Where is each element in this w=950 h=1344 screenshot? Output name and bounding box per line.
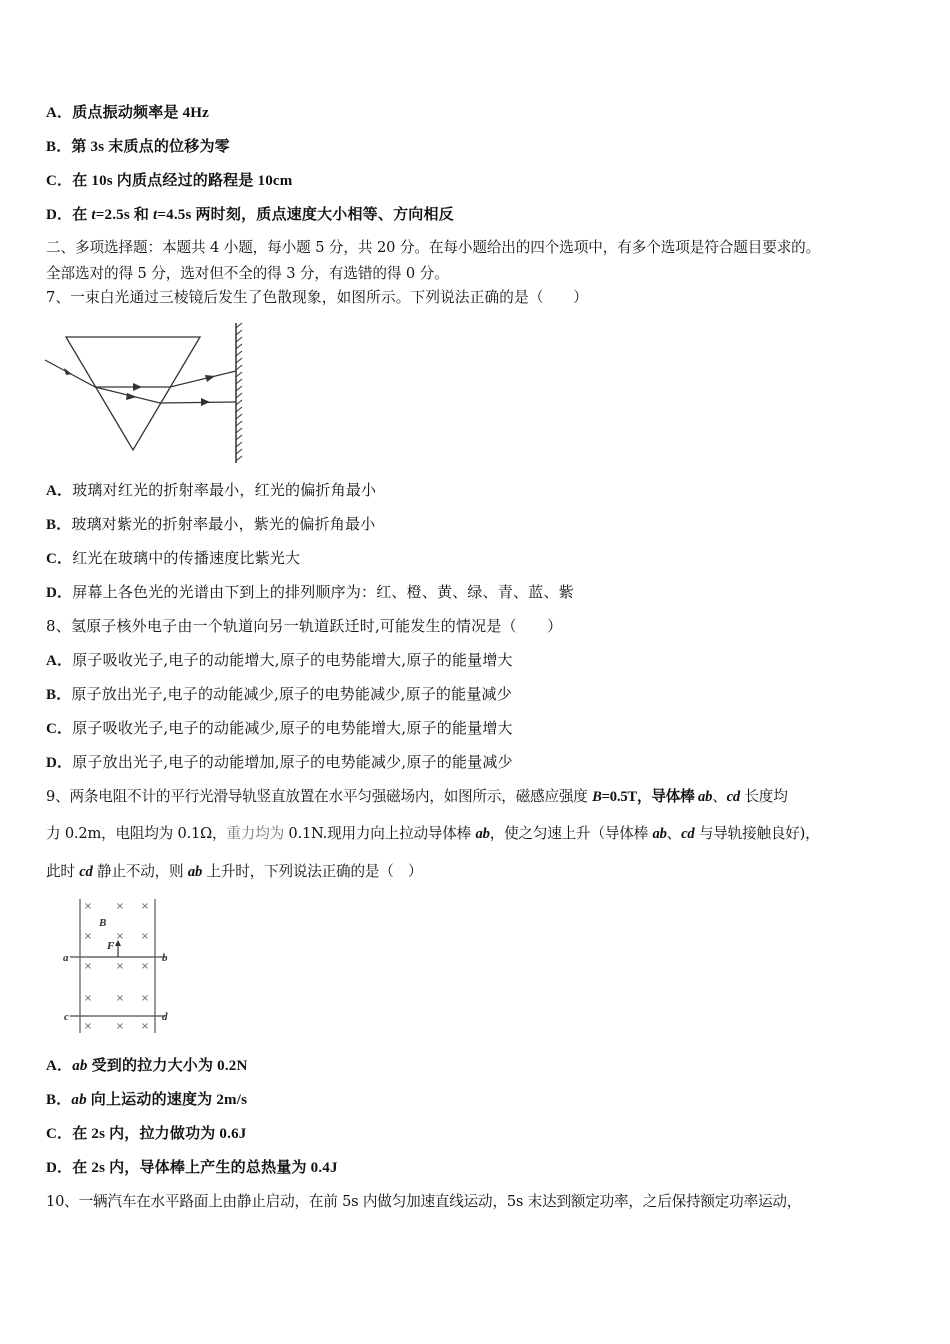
stem-text: 此时	[46, 863, 80, 880]
option-letter: D．	[46, 207, 73, 223]
option-letter: D．	[46, 585, 73, 601]
magnetic-field-cross-icons	[84, 901, 149, 1032]
svg-text:×: ×	[140, 901, 150, 912]
option-text: 第 3s 末质点的位移为零	[71, 139, 230, 155]
q9-stem-line2	[46, 824, 820, 844]
q9-option-c	[46, 1123, 246, 1144]
option-letter: A．	[46, 105, 73, 121]
svg-text:×: ×	[83, 931, 93, 942]
variable-ab: ab	[475, 826, 490, 842]
option-text: 受到的拉力大小为 0.2N	[87, 1058, 248, 1074]
svg-text:×: ×	[115, 901, 125, 912]
svg-text:×: ×	[115, 961, 125, 972]
option-text: 屏幕上各色光的光谱由下到上的排列顺序为：红、橙、黄、绿、青、蓝、紫	[72, 583, 574, 601]
label-B: B	[99, 917, 107, 929]
option-text: =4.5s 两时刻，质点速度大小相等、方向相反	[157, 207, 454, 223]
svg-text:×: ×	[83, 993, 93, 1004]
option-text: 在 10s 内质点经过的路程是 10cm	[72, 173, 293, 189]
option-text: 原子放出光子,电子的动能增加,原子的电势能减少,原子的能量减少	[72, 753, 513, 771]
q9-option-d	[46, 1157, 338, 1178]
variable-ab: ab	[72, 1058, 88, 1074]
label-d: d	[162, 1011, 168, 1023]
option-letter: C．	[46, 551, 73, 567]
q7-option-a	[46, 480, 376, 501]
stem-text: 9、两条电阻不计的平行光滑导轨竖直放置在水平匀强磁场内，如图所示，磁感应强度	[46, 788, 593, 805]
svg-text:×: ×	[83, 901, 93, 912]
option-letter: C．	[46, 173, 73, 189]
q10-stem: 10、一辆汽车在水平路面上由静止启动，在前 5s 内做匀加速直线运动，5s 末达到额定功率，之后保持额定功率运动，	[46, 1193, 802, 1210]
option-text: 在 2s 内，导体棒上产生的总热量为 0.4J	[72, 1160, 338, 1176]
option-letter: B．	[46, 139, 72, 155]
option-text: 在 2s 内，拉力做功为 0.6J	[72, 1126, 247, 1142]
stem-text: 静止不动，则	[92, 863, 188, 880]
variable-ab: ab	[652, 826, 667, 842]
variable-t: t	[91, 207, 96, 223]
stem-text: 、	[712, 788, 727, 805]
label-a: a	[63, 952, 69, 964]
stem-text: 长度均	[739, 788, 788, 805]
variable-B: B	[592, 789, 602, 805]
section-header-line2: 全部选对的得 5 分，选对但不全的得 3 分，有选错的得 0 分。	[46, 265, 449, 282]
stem-text: 上升时，下列说法正确的是（ ）	[202, 863, 423, 880]
label-c: c	[64, 1011, 69, 1023]
svg-text:×: ×	[140, 961, 150, 972]
option-letter: B．	[46, 517, 72, 533]
option-letter: C．	[46, 1126, 73, 1142]
variable-cd: cd	[79, 864, 93, 880]
svg-text:×: ×	[83, 1021, 93, 1032]
option-text: 原子吸收光子,电子的动能增大,原子的电势能增大,原子的能量增大	[72, 651, 513, 669]
stem-text: 力 0.2m，电阻均为 0.1Ω，	[46, 825, 227, 842]
option-letter: A．	[46, 1058, 73, 1074]
stem-text: =0.5T，导体棒	[601, 789, 698, 805]
option-text: 玻璃对红光的折射率最小，红光的偏折角最小	[72, 481, 377, 499]
svg-text:×: ×	[115, 1021, 125, 1032]
stem-text: ，使之匀速上升（导体棒	[489, 825, 653, 842]
prism-dispersion-diagram	[40, 318, 260, 468]
q8-stem: 8、氢原子核外电子由一个轨道向另一轨道跃迁时,可能发生的情况是（ ）	[46, 617, 563, 635]
q6-option-c	[46, 170, 292, 191]
option-text: 原子吸收光子,电子的动能减少,原子的电势能增大,原子的能量增大	[72, 719, 513, 737]
option-letter: D．	[46, 755, 73, 771]
conducting-rails-magnetic-field-diagram	[55, 895, 185, 1035]
variable-ab: ab	[697, 789, 713, 805]
q7-option-d	[46, 582, 574, 603]
q9-option-a	[46, 1055, 248, 1076]
variable-ab: ab	[71, 1092, 87, 1108]
option-text: 向上运动的速度为 2m/s	[86, 1092, 248, 1108]
variable-cd: cd	[681, 826, 695, 842]
q9-option-b	[46, 1089, 247, 1110]
variable-t: t	[153, 207, 158, 223]
q7-stem: 7、一束白光通过三棱镜后发生了色散现象，如图所示。下列说法正确的是（ ）	[46, 289, 589, 306]
label-b: b	[162, 952, 168, 964]
q6-option-b	[46, 136, 230, 157]
option-text: 红光在玻璃中的传播速度比紫光大	[72, 549, 301, 567]
q9-stem-line1	[46, 787, 788, 807]
svg-text:×: ×	[140, 993, 150, 1004]
q8-option-b	[46, 684, 512, 705]
variable-ab: ab	[187, 864, 203, 880]
option-letter: C．	[46, 721, 73, 737]
stem-text: 与导轨接触良好)，	[694, 825, 820, 842]
q7-option-b	[46, 514, 375, 535]
stem-text: 0.1N.现用力向上拉动导体棒	[283, 825, 476, 842]
prism-icon	[66, 337, 200, 450]
stem-text-gray: 重力均为	[226, 825, 284, 842]
option-letter: B．	[46, 687, 72, 703]
svg-text:×: ×	[140, 931, 150, 942]
svg-text:×: ×	[115, 993, 125, 1004]
q8-option-c	[46, 718, 513, 739]
q6-option-d	[46, 204, 454, 225]
option-text: 原子放出光子,电子的动能减少,原子的电势能减少,原子的能量减少	[71, 685, 512, 703]
q9-stem-line3	[46, 862, 422, 882]
option-text: 玻璃对紫光的折射率最小，紫光的偏折角最小	[71, 515, 376, 533]
q8-option-d	[46, 752, 513, 773]
svg-text:×: ×	[83, 961, 93, 972]
stem-text: 、	[666, 825, 682, 842]
option-letter: A．	[46, 483, 73, 499]
q8-option-a	[46, 650, 513, 671]
option-text: 在	[72, 207, 92, 223]
label-F: F	[107, 940, 115, 952]
q6-option-a	[46, 102, 209, 123]
option-text: =2.5s 和	[95, 207, 154, 223]
option-letter: D．	[46, 1160, 73, 1176]
svg-text:×: ×	[115, 931, 125, 942]
section-header-line1: 二、多项选择题：本题共 4 小题，每小题 5 分，共 20 分。在每小题给出的四个选项中，有多个选项是符合题目要求的。	[46, 239, 821, 256]
option-letter: B．	[46, 1092, 72, 1108]
q7-option-c	[46, 548, 300, 569]
svg-text:×: ×	[140, 1021, 150, 1032]
variable-cd: cd	[726, 789, 740, 805]
option-letter: A．	[46, 653, 73, 669]
option-text: 质点振动频率是 4Hz	[72, 105, 210, 121]
